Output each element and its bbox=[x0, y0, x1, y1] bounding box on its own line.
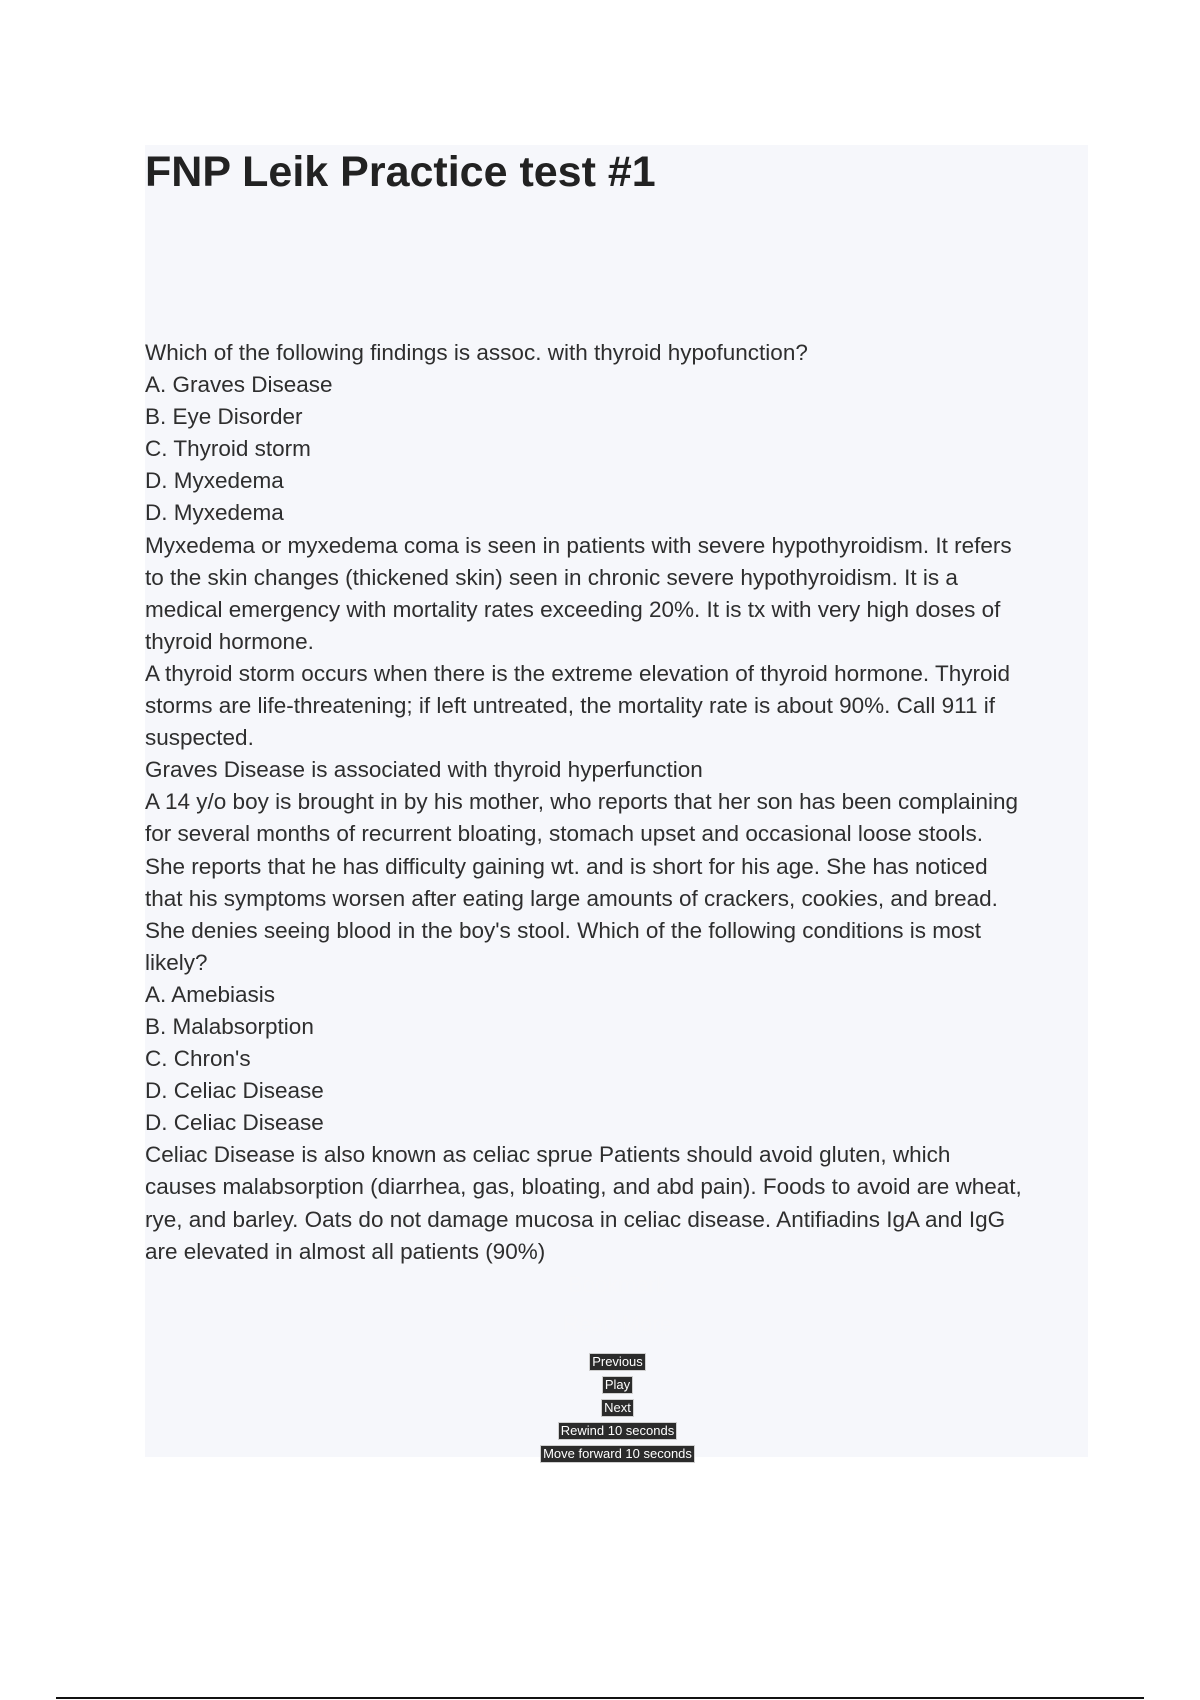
explanation-line: Myxedema or myxedema coma is seen in patients with severe hypothyroidism. It refers bbox=[145, 532, 1012, 558]
page-divider bbox=[56, 1697, 1144, 1699]
rewind-button[interactable]: Rewind 10 seconds bbox=[558, 1422, 677, 1440]
explanation-line: storms are life-threatening; if left untreated, the mortality rate is about 90%. Call 911 if bbox=[145, 693, 996, 719]
question-1-option-d: D. Myxedema bbox=[145, 468, 284, 494]
question-2-option-a: A. Amebiasis bbox=[145, 981, 276, 1007]
question-1-answer: D. Myxedema bbox=[145, 500, 284, 526]
question-2-text: She reports that he has difficulty gaining wt. and is short for his age. She has noticed bbox=[145, 853, 988, 879]
question-2-option-c: C. Chron's bbox=[145, 1046, 251, 1072]
question-1-text: Which of the following findings is assoc. with thyroid hypofunction? bbox=[145, 340, 808, 365]
question-2-text: that his symptoms worsen after eating large amounts of crackers, cookies, and bread. bbox=[145, 885, 998, 911]
question-2-text: for several months of recurrent bloating, stomach upset and occasional loose stools. bbox=[145, 821, 983, 847]
question-1-option-b: B. Eye Disorder bbox=[145, 404, 303, 430]
explanation-line: suspected. bbox=[145, 725, 254, 751]
question-2-text: A 14 y/o boy is brought in by his mother, who reports that her son has been complaining bbox=[145, 789, 1019, 815]
explanation-line: A thyroid storm occurs when there is the extreme elevation of thyroid hormone. Thyroid bbox=[145, 660, 1010, 686]
explanation-line: to the skin changes (thickened skin) seen in chronic severe hypothyroidism. It is a bbox=[145, 564, 958, 590]
document-body bbox=[145, 337, 1090, 1268]
question-1-option-a: A. Graves Disease bbox=[145, 372, 333, 398]
explanation-line: are elevated in almost all patients (90%) bbox=[145, 1238, 546, 1264]
read-more-link[interactable]: Read More bbox=[563, 1311, 672, 1336]
explanation-line: thyroid hormone. bbox=[145, 628, 314, 654]
media-controls bbox=[0, 1352, 1200, 1467]
next-button[interactable]: Next bbox=[601, 1399, 634, 1417]
explanation-line: Graves Disease is associated with thyroid hyperfunction bbox=[145, 757, 703, 783]
play-button[interactable]: Play bbox=[602, 1376, 633, 1394]
forward-button[interactable]: Move forward 10 seconds bbox=[540, 1445, 695, 1463]
explanation-line: Celiac Disease is also known as celiac sprue Patients should avoid gluten, which bbox=[145, 1142, 951, 1168]
explanation-line: causes malabsorption (diarrhea, gas, bloating, and abd pain). Foods to avoid are wheat, bbox=[145, 1174, 1022, 1200]
question-2-option-d: D. Celiac Disease bbox=[145, 1078, 324, 1104]
previous-button[interactable]: Previous bbox=[589, 1353, 646, 1371]
question-2-text: She denies seeing blood in the boy's stool. Which of the following conditions is most bbox=[145, 917, 982, 943]
explanation-line: medical emergency with mortality rates exceeding 20%. It is tx with very high doses of bbox=[145, 596, 1001, 622]
explanation-line: rye, and barley. Oats do not damage mucosa in celiac disease. Antifiadins IgA and IgG bbox=[145, 1206, 1006, 1232]
question-1-option-c: C. Thyroid storm bbox=[145, 436, 311, 462]
bookmark-link[interactable]: Bookmark bbox=[567, 1272, 668, 1297]
question-2-answer: D. Celiac Disease bbox=[145, 1110, 324, 1136]
page-title: FNP Leik Practice test #1 bbox=[145, 148, 656, 196]
question-2-option-b: B. Malabsorption bbox=[145, 1013, 314, 1039]
question-2-text: likely? bbox=[145, 949, 208, 975]
